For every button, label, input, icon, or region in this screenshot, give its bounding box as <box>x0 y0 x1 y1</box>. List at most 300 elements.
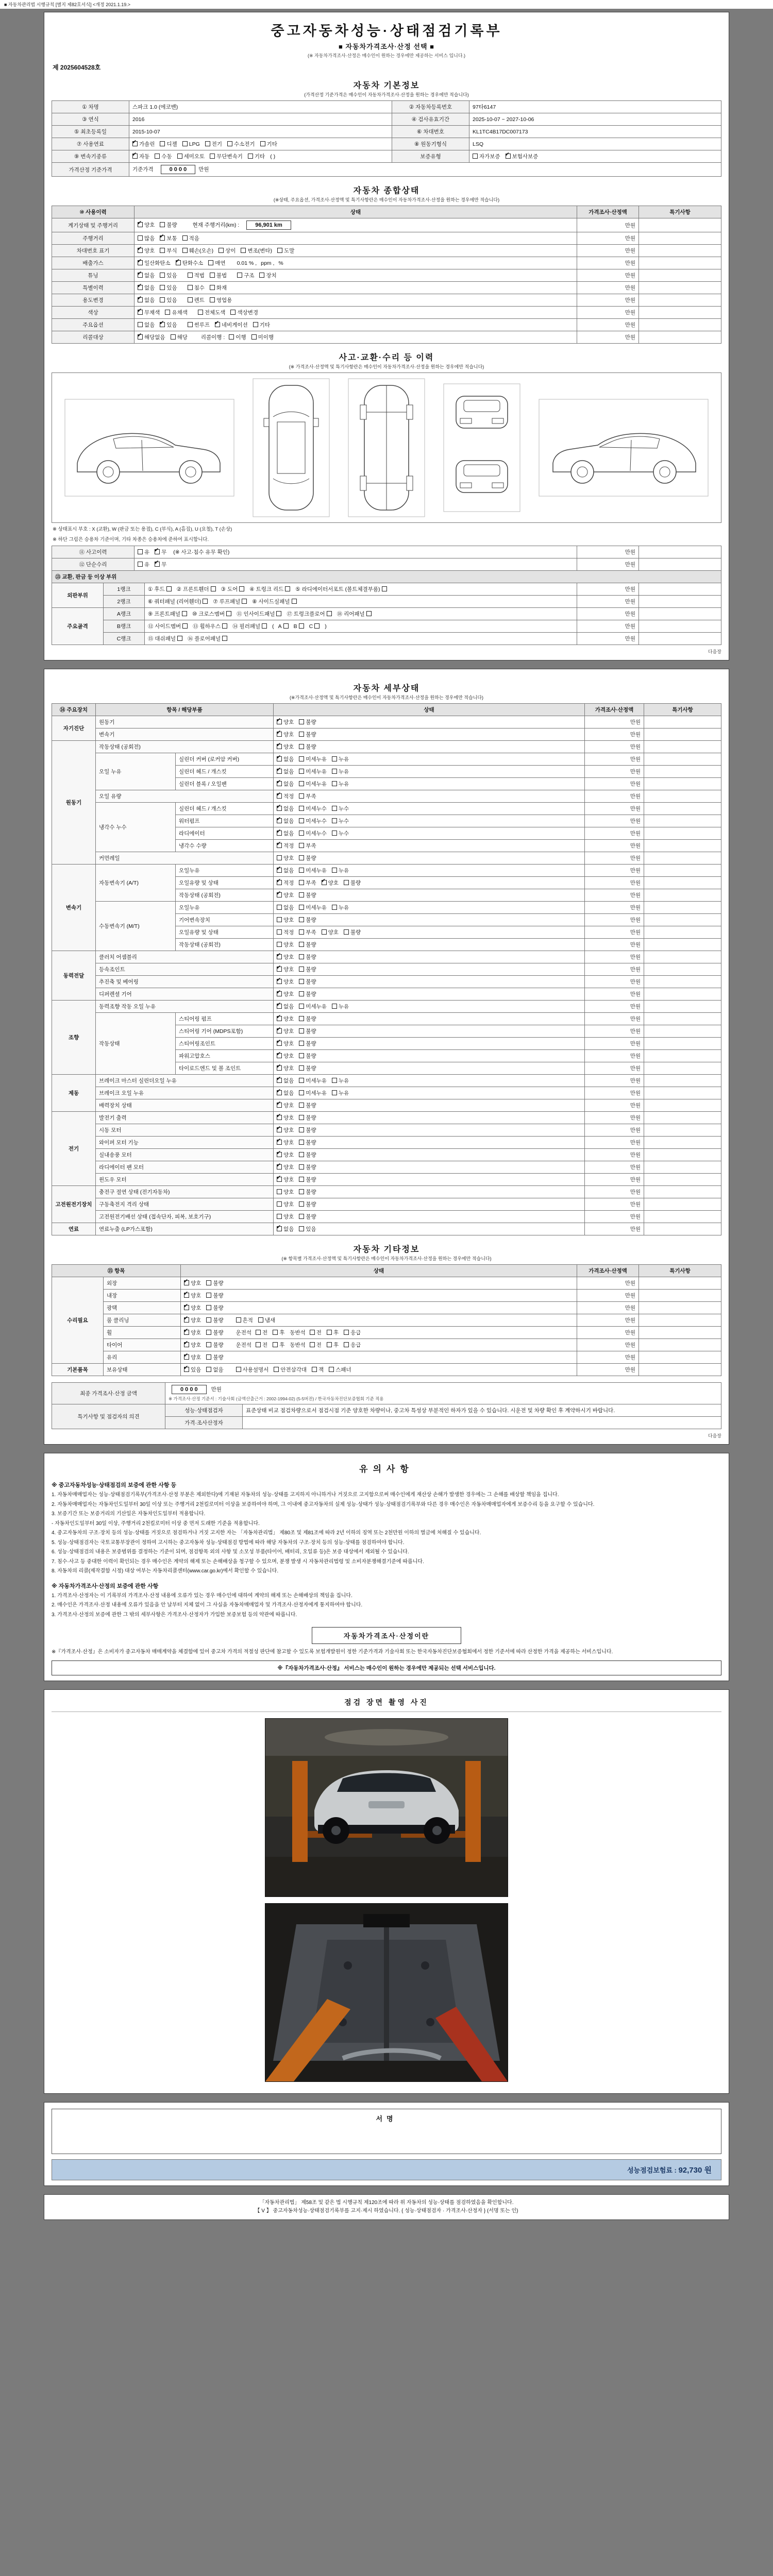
remark-cell <box>644 1099 721 1112</box>
checkbox[interactable] <box>239 586 244 591</box>
checkbox[interactable] <box>206 1317 211 1323</box>
status-cell <box>274 1186 585 1198</box>
checkbox-checked[interactable] <box>184 1317 189 1323</box>
option-label: 미이행 <box>258 334 274 341</box>
checkbox[interactable] <box>160 141 165 146</box>
checkbox[interactable] <box>206 1367 211 1372</box>
checkbox-checked[interactable] <box>277 1028 282 1033</box>
checkbox[interactable] <box>299 756 304 761</box>
checkbox[interactable] <box>277 1214 282 1219</box>
checkbox-checked[interactable] <box>132 154 138 159</box>
checkbox-checked[interactable] <box>138 260 143 265</box>
checkbox[interactable] <box>188 322 193 327</box>
checkbox[interactable] <box>299 1177 304 1182</box>
checkbox[interactable] <box>299 1065 304 1071</box>
checkbox[interactable] <box>327 611 332 616</box>
item-label: 라디에이터 팬 모터 <box>96 1161 274 1174</box>
checkbox[interactable] <box>332 868 337 873</box>
checkbox[interactable] <box>310 1330 315 1335</box>
checkbox[interactable] <box>299 892 304 897</box>
price-cell: 만원 <box>585 1174 644 1186</box>
remark-cell <box>644 926 721 939</box>
checkbox-option <box>299 755 327 763</box>
option-label: C <box>309 623 313 630</box>
checkbox[interactable] <box>299 1226 304 1231</box>
checkbox[interactable] <box>299 929 304 935</box>
checkbox[interactable] <box>277 942 282 947</box>
checkbox-checked[interactable] <box>132 141 138 146</box>
checkbox[interactable] <box>256 1342 261 1347</box>
field-value <box>129 138 392 150</box>
checkbox[interactable] <box>327 1342 332 1347</box>
checkbox[interactable] <box>155 154 160 159</box>
checkbox[interactable] <box>332 905 337 910</box>
checkbox-checked[interactable] <box>277 1226 282 1231</box>
checkbox[interactable] <box>299 1115 304 1120</box>
checkbox-checked[interactable] <box>277 806 282 811</box>
inline-text: 현재 주행거리(km) : <box>192 222 240 228</box>
table-row <box>52 741 721 753</box>
checkbox[interactable] <box>299 623 304 629</box>
checkbox[interactable] <box>285 586 290 591</box>
checkbox-checked[interactable] <box>277 1041 282 1046</box>
checkbox-checked[interactable] <box>160 235 165 241</box>
checkbox-option <box>277 1176 294 1183</box>
document-title: 중고자동차성능·상태점검기록부 <box>271 23 502 39</box>
checkbox[interactable] <box>222 623 227 629</box>
checkbox[interactable] <box>259 273 264 278</box>
checkbox-checked[interactable] <box>277 954 282 959</box>
option-label: 없음 <box>283 905 294 911</box>
checkbox[interactable] <box>237 273 242 278</box>
checkbox[interactable] <box>332 806 337 811</box>
checkbox[interactable] <box>160 285 165 290</box>
price-cell: 만원 <box>577 282 639 294</box>
status-cell <box>274 1075 585 1087</box>
checkbox[interactable] <box>241 248 246 253</box>
checkbox[interactable] <box>299 1090 304 1095</box>
checkbox[interactable] <box>138 562 143 567</box>
checkbox[interactable] <box>226 611 231 616</box>
checkbox[interactable] <box>206 1280 211 1285</box>
checkbox[interactable] <box>299 818 304 823</box>
checkbox[interactable] <box>182 141 188 146</box>
checkbox-checked[interactable] <box>277 1053 282 1058</box>
checkbox-option <box>277 978 294 986</box>
checkbox-checked[interactable] <box>506 154 511 159</box>
checkbox-checked[interactable] <box>277 818 282 823</box>
checkbox[interactable] <box>251 334 257 340</box>
rank-label: 2랭크 <box>104 596 145 608</box>
checkbox[interactable] <box>160 273 165 278</box>
checkbox-checked[interactable] <box>138 310 143 315</box>
status-cell <box>274 803 585 815</box>
checkbox[interactable] <box>299 1016 304 1021</box>
option-label: 자가보증 <box>479 154 500 160</box>
checkbox[interactable] <box>299 1078 304 1083</box>
checkbox[interactable] <box>165 310 170 315</box>
option-label: 적정 <box>283 843 294 849</box>
checkbox-checked[interactable] <box>277 1078 282 1083</box>
remark-cell <box>638 633 721 645</box>
checkbox-checked[interactable] <box>277 892 282 897</box>
checkbox-checked[interactable] <box>277 1127 282 1132</box>
checkbox[interactable] <box>332 831 337 836</box>
checkbox-checked[interactable] <box>160 322 165 327</box>
checkbox[interactable] <box>299 831 304 836</box>
option-label: ① 후드 <box>148 586 165 592</box>
premium-label: 성능점검보험료 : <box>627 2166 677 2174</box>
checkbox[interactable] <box>299 1201 304 1207</box>
checkbox[interactable] <box>260 141 265 146</box>
checkbox[interactable] <box>299 868 304 873</box>
checkbox-checked[interactable] <box>277 1115 282 1120</box>
checkbox[interactable] <box>332 1078 337 1083</box>
checkbox[interactable] <box>177 154 182 159</box>
checkbox[interactable] <box>329 1367 334 1372</box>
section-note-etc: (※ 항목별 가격조사·산정액 및 특기사항란은 매수인이 자동차가격조사·산정을 원하는 경우에만 적습니다) <box>281 1256 492 1261</box>
checkbox-checked[interactable] <box>184 1367 189 1372</box>
checkbox[interactable] <box>206 1305 211 1310</box>
checkbox[interactable] <box>299 781 304 786</box>
option-label: 불량 <box>350 880 361 886</box>
checkbox[interactable] <box>332 818 337 823</box>
status-cell <box>274 716 585 728</box>
checkbox[interactable] <box>166 586 172 591</box>
checkbox[interactable] <box>366 611 372 616</box>
checkbox-checked[interactable] <box>277 1004 282 1009</box>
checkbox-checked[interactable] <box>277 732 282 737</box>
option-label: 양호 <box>191 1305 201 1311</box>
checkbox-checked[interactable] <box>184 1280 189 1285</box>
checkbox[interactable] <box>276 611 281 616</box>
price-cell: 만원 <box>577 1277 639 1290</box>
checkbox[interactable] <box>182 611 187 616</box>
checkbox[interactable] <box>210 273 215 278</box>
field-label: 가격산정 기준가격 <box>52 163 129 177</box>
checkbox[interactable] <box>299 744 304 749</box>
checkbox[interactable] <box>299 1214 304 1219</box>
table-row <box>52 865 721 877</box>
checkbox[interactable] <box>299 979 304 984</box>
checkbox[interactable] <box>188 273 193 278</box>
checkbox-checked[interactable] <box>184 1330 189 1335</box>
checkbox-checked[interactable] <box>277 831 282 836</box>
checkbox[interactable] <box>299 1140 304 1145</box>
checkbox[interactable] <box>299 1004 304 1009</box>
checkbox[interactable] <box>299 1152 304 1157</box>
checkbox[interactable] <box>277 248 282 253</box>
notice-item: 7. 침수·사고 등 중대한 이력이 확인되는 경우 매수인은 계약의 해제 또는 손해배상을 청구할 수 있으며, 분쟁 발생 시 자동차관리법령 및 소비자분쟁해결기준에 따릅니다. <box>52 1558 424 1565</box>
status-cell <box>274 827 585 840</box>
checkbox[interactable] <box>258 1317 263 1323</box>
checkbox-option <box>277 1114 294 1122</box>
checkbox[interactable] <box>299 1103 304 1108</box>
checkbox-option <box>160 272 177 279</box>
checkbox-checked[interactable] <box>277 1090 282 1095</box>
option-label: 유채색 <box>172 310 188 316</box>
checkbox[interactable] <box>206 1354 211 1360</box>
checkbox[interactable] <box>236 1367 241 1372</box>
checkbox-checked[interactable] <box>277 1152 282 1157</box>
checkbox[interactable] <box>283 623 289 629</box>
checkbox[interactable] <box>277 929 282 935</box>
checkbox[interactable] <box>299 991 304 996</box>
checkbox[interactable] <box>138 322 143 327</box>
checkbox[interactable] <box>277 1201 282 1207</box>
checkbox[interactable] <box>310 1342 315 1347</box>
subitem-label: 스티어링 기어 (MDPS포함) <box>176 1025 274 1038</box>
checkbox-option <box>277 829 294 837</box>
status-cell <box>135 319 577 331</box>
checkbox-checked[interactable] <box>277 793 282 799</box>
status-cell <box>274 1198 585 1211</box>
checkbox[interactable] <box>299 855 304 860</box>
checkbox[interactable] <box>277 905 282 910</box>
checkbox[interactable] <box>332 1090 337 1095</box>
checkbox[interactable] <box>177 636 182 641</box>
checkbox-checked[interactable] <box>277 744 282 749</box>
checkbox[interactable] <box>274 1367 279 1372</box>
checkbox[interactable] <box>206 1293 211 1298</box>
checkbox[interactable] <box>299 880 304 885</box>
checkbox[interactable] <box>182 235 188 241</box>
checkbox[interactable] <box>219 248 224 253</box>
checkbox[interactable] <box>299 1189 304 1194</box>
checkbox-checked[interactable] <box>184 1293 189 1298</box>
checkbox[interactable] <box>277 917 282 922</box>
checkbox[interactable] <box>322 929 327 935</box>
checkbox-checked[interactable] <box>138 273 143 278</box>
checkbox[interactable] <box>273 1330 278 1335</box>
checkbox[interactable] <box>299 793 304 799</box>
checkbox[interactable] <box>344 880 349 885</box>
option-label: 무 <box>161 562 167 568</box>
remark-cell <box>639 1339 721 1351</box>
checkbox-checked[interactable] <box>277 1016 282 1021</box>
checkbox[interactable] <box>327 1330 332 1335</box>
checkbox[interactable] <box>299 1041 304 1046</box>
checkbox[interactable] <box>160 248 165 253</box>
checkbox[interactable] <box>332 769 337 774</box>
price-cell: 만원 <box>577 331 639 344</box>
checkbox[interactable] <box>171 334 176 340</box>
checkbox-checked[interactable] <box>138 222 143 227</box>
checkbox[interactable] <box>473 154 478 159</box>
checkbox[interactable] <box>299 732 304 737</box>
option-label: 유 <box>144 562 150 568</box>
checkbox-checked[interactable] <box>277 868 282 873</box>
checkbox-checked[interactable] <box>277 967 282 972</box>
checkbox[interactable] <box>206 1330 211 1335</box>
checkbox[interactable] <box>299 1053 304 1058</box>
remark-cell <box>644 889 721 902</box>
checkbox-checked[interactable] <box>184 1342 189 1347</box>
checkbox-option <box>299 941 316 948</box>
checkbox[interactable] <box>299 942 304 947</box>
checkbox-checked[interactable] <box>277 880 282 885</box>
option-label: 양호 <box>144 248 155 254</box>
checkbox-checked[interactable] <box>138 297 143 302</box>
price-cell: 만원 <box>577 1351 639 1364</box>
checkbox-checked[interactable] <box>322 880 327 885</box>
checkbox[interactable] <box>332 781 337 786</box>
checkbox-checked[interactable] <box>138 248 143 253</box>
checkbox[interactable] <box>256 1330 261 1335</box>
checkbox[interactable] <box>299 917 304 922</box>
remark-cell <box>644 1161 721 1174</box>
checkbox-checked[interactable] <box>277 1140 282 1145</box>
checkbox-checked[interactable] <box>184 1305 189 1310</box>
checkbox[interactable] <box>299 905 304 910</box>
checkbox[interactable] <box>299 769 304 774</box>
checkbox[interactable] <box>382 586 387 591</box>
inline-text: % <box>278 260 283 266</box>
checkbox[interactable] <box>208 260 213 265</box>
checkbox[interactable] <box>344 1342 349 1347</box>
checkbox[interactable] <box>182 623 188 629</box>
checkbox[interactable] <box>211 586 216 591</box>
remark-cell <box>638 608 721 620</box>
checkbox-checked[interactable] <box>138 334 143 340</box>
checkbox[interactable] <box>299 719 304 724</box>
checkbox[interactable] <box>205 141 210 146</box>
remark-cell <box>644 963 721 976</box>
field-value <box>469 150 721 163</box>
checkbox-checked[interactable] <box>277 781 282 786</box>
option-label: 없음 <box>283 806 294 812</box>
checkbox-option <box>299 1101 316 1109</box>
price-cell: 만원 <box>577 307 639 319</box>
checkbox-option <box>215 321 248 329</box>
option-label: 양호 <box>283 1140 294 1146</box>
checkbox[interactable] <box>312 1367 317 1372</box>
checkbox-checked[interactable] <box>277 1065 282 1071</box>
checkbox[interactable] <box>248 154 253 159</box>
option-label: 없음 <box>283 831 294 837</box>
checkbox-checked[interactable] <box>184 1354 189 1360</box>
checkbox-checked[interactable] <box>277 991 282 996</box>
option-label: 양호 <box>283 1065 294 1072</box>
signature-area[interactable] <box>52 2109 721 2154</box>
checkbox[interactable] <box>344 1330 349 1335</box>
option-label: 불량 <box>213 1305 224 1311</box>
checkbox[interactable] <box>210 285 215 290</box>
checkbox[interactable] <box>210 154 215 159</box>
checkbox[interactable] <box>182 248 188 253</box>
checkbox[interactable] <box>227 141 232 146</box>
checkbox-checked[interactable] <box>277 843 282 848</box>
checkbox[interactable] <box>299 967 304 972</box>
checkbox-option <box>277 879 294 887</box>
checkbox-checked[interactable] <box>155 549 160 554</box>
checkbox[interactable] <box>299 1028 304 1033</box>
checkbox[interactable] <box>299 806 304 811</box>
final-amount-label: 최종 가격조사·산정 금액 <box>52 1383 165 1404</box>
checkbox[interactable] <box>273 1342 278 1347</box>
checkbox[interactable] <box>230 310 236 315</box>
checkbox-checked[interactable] <box>277 769 282 774</box>
option-label: 없음 <box>144 285 155 291</box>
checkbox[interactable] <box>160 222 165 227</box>
checkbox-option <box>287 610 331 618</box>
remark-cell <box>644 951 721 963</box>
checkbox-option <box>148 598 208 605</box>
checkbox-option <box>277 1188 294 1196</box>
price-cell: 만원 <box>585 988 644 1001</box>
checkbox[interactable] <box>253 322 258 327</box>
table-row <box>52 1404 721 1417</box>
checkbox[interactable] <box>236 1317 241 1323</box>
checkbox[interactable] <box>299 1164 304 1170</box>
checkbox[interactable] <box>210 297 215 302</box>
checkbox-checked[interactable] <box>277 719 282 724</box>
checkbox[interactable] <box>242 599 247 604</box>
checkbox[interactable] <box>332 756 337 761</box>
checkbox-checked[interactable] <box>277 756 282 761</box>
status-cell <box>274 852 585 865</box>
checkbox[interactable] <box>138 549 143 554</box>
checkbox-option <box>277 1052 294 1060</box>
option-label: 훼손(오손) <box>189 248 214 254</box>
checkbox[interactable] <box>160 297 165 302</box>
checkbox-checked[interactable] <box>277 1103 282 1108</box>
checkbox[interactable] <box>206 1342 211 1347</box>
checkbox[interactable] <box>198 310 203 315</box>
checkbox-checked[interactable] <box>277 979 282 984</box>
checkbox[interactable] <box>299 954 304 959</box>
checkbox[interactable] <box>222 636 227 641</box>
checkbox[interactable] <box>299 843 304 848</box>
checkbox[interactable] <box>203 599 208 604</box>
checkbox[interactable] <box>229 334 234 340</box>
checkbox-checked[interactable] <box>277 1177 282 1182</box>
checkbox-option <box>160 247 177 255</box>
status-cell <box>135 282 577 294</box>
option-label: 후 <box>333 1330 339 1336</box>
option-label: 유 <box>144 549 150 555</box>
price-cell: 만원 <box>577 583 638 596</box>
checkbox-option <box>277 1200 294 1208</box>
checkbox-checked[interactable] <box>138 285 143 290</box>
price-cell: 만원 <box>577 257 639 269</box>
checkbox-checked[interactable] <box>155 562 160 567</box>
price-cell: 만원 <box>585 1149 644 1161</box>
status-cell <box>274 976 585 988</box>
checkbox[interactable] <box>332 1004 337 1009</box>
table-row <box>52 1277 721 1290</box>
option-label: 없음 <box>283 1004 294 1010</box>
checkbox[interactable] <box>292 599 297 604</box>
status-cell <box>274 1211 585 1223</box>
checkbox[interactable] <box>138 235 143 241</box>
checkbox-checked[interactable] <box>277 1164 282 1170</box>
checkbox[interactable] <box>277 1189 282 1194</box>
checkbox-option <box>277 1213 294 1221</box>
status-cell <box>135 331 577 344</box>
pricing-definition-text: ※『가격조사·산정』은 소비자가 중고자동차 매매계약을 체결함에 있어 중고차 가격의 적절성 판단에 참고할 수 있도록 보험개발원이 정한 기준가격과 기술사회 또는 한국자동차진단보증협회에서 정한 기준서에 따라 산정한 가격을 제공하는 서비스입니다. <box>52 1649 613 1655</box>
checkbox[interactable] <box>188 297 193 302</box>
checkbox[interactable] <box>314 623 320 629</box>
checkbox-option <box>299 854 316 862</box>
checkbox[interactable] <box>188 285 193 290</box>
checkbox-checked[interactable] <box>176 260 181 265</box>
checkbox[interactable] <box>299 1127 304 1132</box>
checkbox[interactable] <box>262 623 267 629</box>
checkbox-checked[interactable] <box>215 322 220 327</box>
checkbox[interactable] <box>344 929 349 935</box>
checkbox[interactable] <box>277 855 282 860</box>
